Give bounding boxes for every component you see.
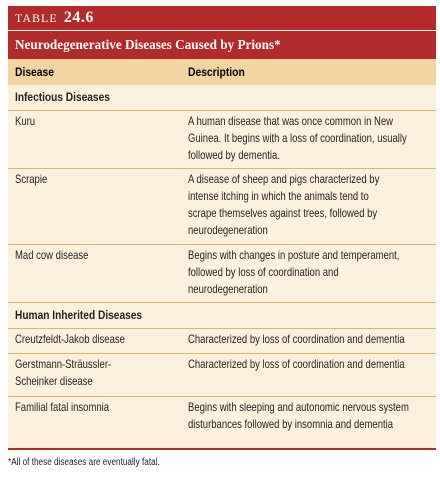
description-line: disturbances followed by insomnia and dementia bbox=[188, 418, 394, 431]
disease-name-line: Familial fatal insomnia bbox=[15, 401, 110, 414]
disease-cell bbox=[15, 113, 163, 130]
table-label-word: TABLE bbox=[15, 11, 58, 25]
row-divider bbox=[8, 328, 436, 329]
description-cell bbox=[188, 113, 434, 164]
description-line: Characterized by loss of coordination and dementia bbox=[188, 358, 405, 371]
row-divider bbox=[8, 353, 436, 354]
description-line: followed by loss of coordination and bbox=[188, 266, 339, 279]
table-row bbox=[8, 356, 436, 391]
disease-cell bbox=[15, 171, 163, 188]
description-line: A human disease that was once common in New bbox=[188, 115, 394, 128]
disease-cell bbox=[15, 331, 163, 348]
disease-name-line: Creutzfeldt-Jakob disease bbox=[15, 333, 125, 346]
description-cell bbox=[188, 356, 434, 373]
column-header-disease: Disease bbox=[15, 65, 55, 79]
table-row bbox=[8, 113, 436, 165]
table-label-number: 24.6 bbox=[63, 9, 94, 26]
group-heading-inherited: Human Inherited Diseases bbox=[15, 308, 143, 322]
row-divider bbox=[8, 244, 436, 245]
group-heading-infectious: Infectious Diseases bbox=[15, 90, 110, 104]
column-header-row bbox=[8, 59, 436, 85]
description-line: neurodegeneration bbox=[188, 283, 268, 296]
description-line: Begins with sleeping and autonomic nervous system bbox=[188, 401, 409, 414]
table-row bbox=[8, 171, 436, 241]
disease-name-line: Scrapie bbox=[15, 173, 48, 186]
description-line: intense itching in which the animals tend to bbox=[188, 190, 369, 203]
description-cell bbox=[188, 399, 434, 433]
table-footnote: *All of these diseases are eventually fatal. bbox=[8, 457, 160, 468]
description-line: Guinea. It begins with a loss of coordination, usually bbox=[188, 132, 407, 145]
table-row bbox=[8, 331, 436, 349]
column-header-description: Description bbox=[188, 65, 245, 79]
description-cell bbox=[188, 247, 434, 298]
row-divider bbox=[8, 396, 436, 397]
table-bottom-rule bbox=[8, 448, 436, 450]
table-title: Neurodegenerative Diseases Caused by Prions* bbox=[8, 31, 436, 59]
description-line: scrape themselves against trees, followed by bbox=[188, 207, 378, 220]
disease-name-line: Scheinker disease bbox=[15, 375, 93, 388]
row-divider bbox=[8, 168, 436, 169]
disease-name-line: Mad cow disease bbox=[15, 249, 89, 262]
description-line: followed by dementia. bbox=[188, 149, 280, 162]
table-row bbox=[8, 247, 436, 299]
description-line: neurodegeneration bbox=[188, 224, 268, 237]
prion-diseases-table bbox=[8, 6, 436, 450]
description-cell bbox=[188, 171, 434, 239]
row-divider bbox=[8, 302, 436, 303]
description-cell bbox=[188, 331, 434, 348]
disease-cell bbox=[15, 356, 163, 390]
row-divider bbox=[8, 110, 436, 111]
table-row bbox=[8, 399, 436, 434]
table-label bbox=[8, 6, 436, 31]
disease-name-line: Gerstmann-Sträussler- bbox=[15, 358, 112, 371]
description-line: A disease of sheep and pigs characterized by bbox=[188, 173, 380, 186]
disease-name-line: Kuru bbox=[15, 115, 36, 128]
description-line: Characterized by loss of coordination and dementia bbox=[188, 333, 405, 346]
disease-cell bbox=[15, 399, 163, 416]
description-line: Begins with changes in posture and temperament, bbox=[188, 249, 400, 262]
disease-cell bbox=[15, 247, 163, 264]
